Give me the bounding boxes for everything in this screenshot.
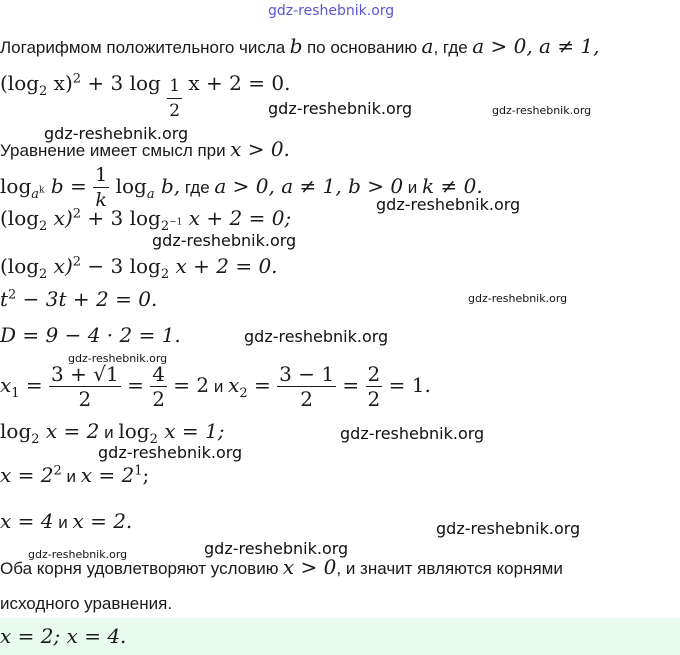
root2-eq: = [336, 373, 366, 397]
conclusion-text-2: , и значит являются корнями [336, 559, 563, 578]
back-and: и [99, 423, 119, 442]
definition-condition: a > 0, a ≠ 1, [472, 34, 600, 58]
root2-num: 3 − 1 [279, 362, 335, 386]
watermark: gdz-reshebnik.org [98, 443, 243, 462]
rule-frac-num: 1 [95, 164, 108, 186]
root2-num-2: 2 [367, 362, 381, 386]
root1-den: 2 [78, 387, 92, 411]
definition-line [0, 34, 600, 58]
definition-text-2: по основанию [306, 38, 418, 57]
rule-condition: a > 0, a ≠ 1, b > 0 [214, 174, 404, 198]
root1-fraction-2 [150, 362, 167, 411]
domain-text: Уравнение имеет смысл при [0, 141, 226, 160]
eq1-rest: x + 2 = 0. [182, 71, 291, 95]
rule-condition-2: k ≠ 0. [422, 174, 483, 198]
eq2-base-2: 2 [160, 219, 170, 234]
conclusion-line-2: исходного уравнения. [0, 594, 173, 613]
vals-and: и [53, 513, 73, 532]
eq3-power: 2 [72, 254, 82, 270]
eq3-minus: − 3 log [81, 254, 161, 278]
equation-original [0, 60, 291, 121]
definition-a: a [421, 34, 434, 58]
vals-x2: x = 2. [72, 509, 133, 533]
pow-x2: x = 2 [80, 463, 135, 487]
pow-and: и [61, 467, 81, 486]
answer-text: x = 2; x = 4. [0, 624, 127, 648]
watermark-top: gdz-reshebnik.org [268, 3, 395, 19]
rule-b-2: b, [154, 174, 181, 198]
rule-and: и [403, 178, 423, 197]
rule-log-2: log [109, 174, 147, 198]
power-form [0, 463, 149, 487]
watermark: gdz-reshebnik.org [468, 292, 568, 305]
back-base-1: 2 [31, 432, 40, 447]
discriminant: D = 9 − 4 · 2 = 1. [0, 323, 181, 347]
eq3-mid: x) [47, 254, 73, 278]
eq1-left: (log [0, 71, 40, 95]
watermark: gdz-reshebnik.org [44, 124, 189, 143]
rule-base-a: a [31, 187, 40, 202]
values-line [0, 509, 132, 533]
pow-x: x = 2 [0, 463, 54, 487]
root2-den-2: 2 [367, 387, 381, 411]
eq2-rest: x + 2 = 0; [182, 206, 292, 230]
watermark: gdz-reshebnik.org [268, 99, 413, 118]
eq2-base-2-exp: −1 [169, 217, 183, 228]
root2-fraction [277, 362, 336, 411]
equation-step-1 [0, 206, 291, 234]
root-eq-2: = [247, 373, 278, 397]
back-log-1: log [0, 419, 32, 443]
eq1-frac-num: 1 [167, 74, 182, 99]
root-x2-sub: 2 [239, 386, 248, 401]
root-eq: = [19, 373, 50, 397]
back-log-2: log [118, 419, 150, 443]
root-and: и [209, 377, 229, 396]
eq1-mid: x) [47, 71, 73, 95]
rule-fraction [93, 163, 109, 212]
roots-line [0, 362, 431, 411]
definition-b: b [289, 34, 303, 58]
root1-fraction [49, 362, 121, 411]
pow-end: ; [142, 463, 150, 487]
watermark: gdz-reshebnik.org [376, 195, 521, 214]
pow-exp-1: 2 [53, 463, 62, 479]
rule-b: b = [44, 174, 94, 198]
root1-value: = 2 [166, 373, 210, 397]
watermark: gdz-reshebnik.org [28, 548, 128, 561]
rule-base-k: k [39, 185, 45, 196]
root-x2: x [228, 373, 240, 397]
eq1-plus: + 3 log [81, 71, 161, 95]
eq3-base-2: 2 [160, 267, 170, 282]
eq1-frac-den: 2 [169, 101, 181, 121]
back-value-2: x = 1; [157, 419, 225, 443]
eq4-power: 2 [8, 287, 17, 303]
domain-math: x > 0. [230, 137, 290, 161]
root2-fraction-2 [366, 362, 383, 411]
equation-step-2 [0, 254, 278, 282]
eq1-base: 2 [39, 84, 48, 99]
pow-exp-2: 1 [134, 463, 143, 479]
eq4-rest: − 3t + 2 = 0. [16, 287, 158, 311]
root2-den: 2 [300, 387, 313, 411]
conclusion-line [0, 555, 563, 579]
root1-eq: = [120, 373, 151, 397]
back-value-1: x = 2 [39, 419, 100, 443]
eq2-plus: + 3 log [81, 206, 161, 230]
conclusion-math: x > 0 [282, 555, 337, 579]
rule-frac-den: k [95, 189, 107, 211]
watermark: gdz-reshebnik.org [492, 104, 592, 117]
vals-x1: x = 4 [0, 509, 54, 533]
eq1-base-fraction [167, 74, 182, 123]
rule-base-2: a [146, 187, 155, 202]
rule-log: log [0, 174, 32, 198]
root-x1-sub: 1 [11, 386, 20, 401]
eq2-left: (log [0, 206, 40, 230]
equation-substitution [0, 287, 157, 311]
domain-line [0, 137, 290, 161]
watermark: gdz-reshebnik.org [436, 519, 581, 538]
watermark: gdz-reshebnik.org [68, 352, 168, 365]
root1-num: 3 + √1 [51, 362, 119, 386]
eq2-power: 2 [72, 206, 82, 222]
watermark: gdz-reshebnik.org [152, 231, 297, 250]
eq3-left: (log [0, 254, 40, 278]
eq2-base: 2 [39, 219, 48, 234]
root2-value: = 1. [382, 373, 431, 397]
root1-num-2: 4 [152, 362, 165, 386]
definition-text-3: , где [433, 38, 468, 57]
rule-where: где [180, 178, 215, 197]
watermark: gdz-reshebnik.org [204, 539, 349, 558]
eq3-rest: x + 2 = 0. [169, 254, 278, 278]
eq3-base: 2 [39, 267, 48, 282]
back-base-2: 2 [149, 432, 158, 447]
root-x1: x [0, 373, 12, 397]
answer-box [0, 618, 680, 655]
watermark: gdz-reshebnik.org [244, 327, 389, 346]
eq2-mid: x) [47, 206, 73, 230]
watermark: gdz-reshebnik.org [340, 424, 485, 443]
conclusion-text: Оба корня удовлетворяют условию [0, 559, 279, 578]
eq4-t: t [0, 287, 9, 311]
definition-text: Логарифмом положительного числа [0, 38, 286, 57]
eq1-power: 2 [72, 71, 82, 87]
root1-den-2: 2 [152, 387, 165, 411]
